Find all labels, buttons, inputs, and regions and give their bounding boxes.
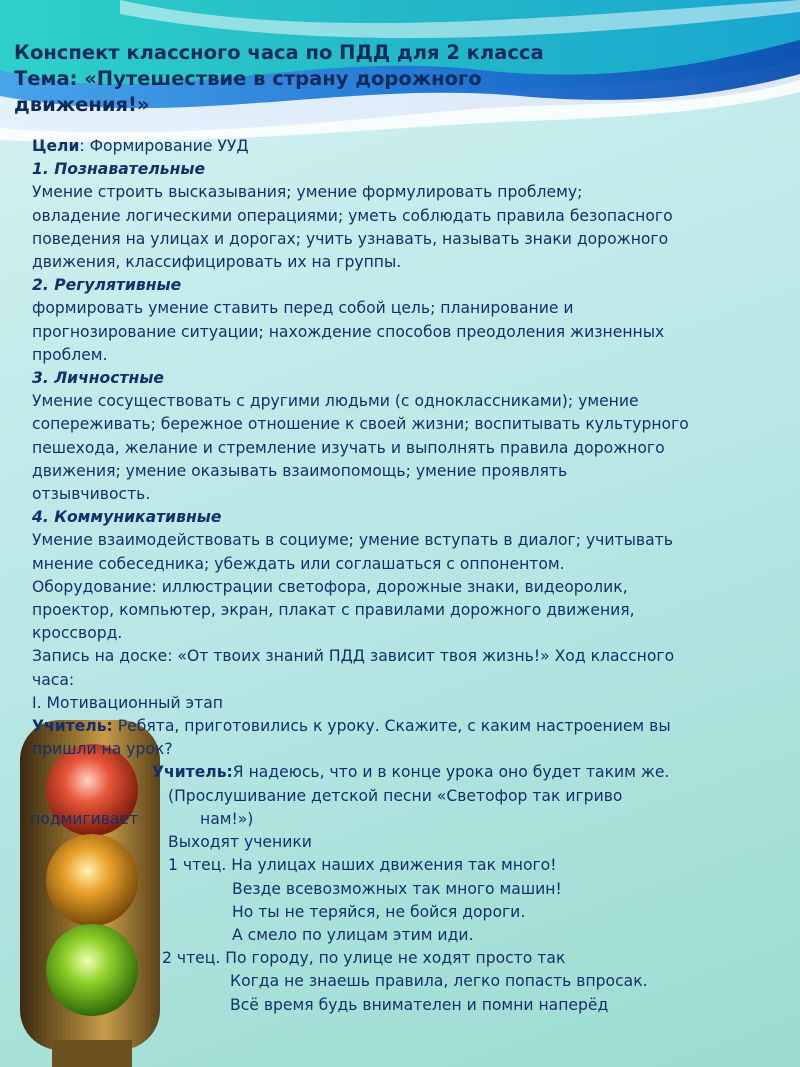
slide-title: [14, 40, 574, 118]
text-line: Оборудование: иллюстрации светофора, дорожные знаки, видеоролик,: [32, 577, 628, 596]
text-line: проектор, компьютер, экран, плакат с правилами дорожного движения,: [32, 601, 635, 620]
text-line: Умение сосуществовать с другими людьми (с одноклассниками); умение: [32, 392, 639, 411]
text-line: формировать умение ставить перед собой цель; планирование и: [32, 299, 574, 318]
text-line: пешехода, желание и стремление изучать и выполнять правила дорожного: [32, 438, 665, 457]
text-line: Умение взаимодействовать в социуме; умение вступать в диалог; учитывать: [32, 531, 673, 550]
text-line: часа:: [32, 670, 75, 689]
song-line-2: [30, 808, 782, 831]
section-heading: 1. Познавательные: [32, 160, 206, 179]
text-line: движения; умение оказывать взаимопомощь; умение проявлять: [32, 461, 568, 480]
poem-line: Но ты не теряйся, не бойся дороги.: [232, 902, 526, 921]
text-line: сопереживать; бережное отношение к своей жизни; воспитывать культурного: [32, 415, 689, 434]
text-line: отзывчивость.: [32, 485, 151, 504]
teacher-speech: Ребята, приготовились к уроку. Скажите, с каким настроением вы: [112, 717, 671, 736]
teacher-line-1: [32, 715, 782, 738]
song-line-1: (Прослушивание детской песни «Светофор так игриво: [168, 786, 623, 805]
goals-line: [32, 135, 782, 158]
section-heading: 3. Личностные: [32, 369, 165, 388]
text-line: Запись на доске: «От твоих знаний ПДД зависит твоя жизнь!» Ход классного: [32, 647, 675, 666]
text-line: кроссворд.: [32, 624, 123, 643]
poem-line: Всё время будь внимателен и помни наперёд: [230, 995, 609, 1014]
section-heading: 4. Коммуникативные: [32, 508, 222, 527]
section-heading: 2. Регулятивные: [32, 276, 182, 295]
text-line: пришли на урок?: [32, 740, 173, 759]
goals-text: : Формирование УУД: [79, 137, 249, 155]
text-line: I. Мотивационный этап: [32, 693, 223, 712]
song-line-2-left: подмигивает: [30, 809, 139, 828]
teacher-label: Учитель:: [152, 763, 233, 782]
poem-line: 2 чтец. По городу, по улице не ходят просто так: [162, 949, 566, 968]
text-line: движения, классифицировать их на группы.: [32, 253, 402, 272]
lesson-plan-text: [32, 135, 782, 1017]
poem-line: А смело по улицам этим иди.: [232, 925, 474, 944]
poem-line: Когда не знаешь правила, легко попасть впросак.: [230, 972, 648, 991]
text-line: мнение собеседника; убеждать или соглашаться с оппонентом.: [32, 554, 565, 573]
title-line-3: движения!»: [14, 93, 150, 116]
title-line-2: Тема: «Путешествие в страну дорожного: [14, 67, 482, 90]
teacher-line-2: [32, 761, 782, 784]
text-line: проблем.: [32, 345, 108, 364]
pupils-line: Выходят ученики: [168, 833, 312, 852]
text-line: прогнозирование ситуации; нахождение способов преодоления жизненных: [32, 322, 665, 341]
song-line-2-right: нам!»): [200, 809, 254, 828]
goals-label: Цели: [32, 137, 80, 155]
teacher-speech: Я надеюсь, что и в конце урока оно будет таким же.: [232, 763, 670, 782]
text-line: овладение логическими операциями; уметь соблюдать правила безопасного: [32, 206, 673, 225]
title-line-1: Конспект классного часа по ПДД для 2 класса: [14, 41, 544, 64]
poem-line: Везде всевозможных так много машин!: [232, 879, 562, 898]
text-line: Умение строить высказывания; умение формулировать проблему;: [32, 183, 583, 202]
text-line: поведения на улицах и дорогах; учить узнавать, называть знаки дорожного: [32, 229, 669, 248]
teacher-label: Учитель:: [32, 717, 113, 736]
poem-line: 1 чтец. На улицах наших движения так много!: [168, 856, 557, 875]
